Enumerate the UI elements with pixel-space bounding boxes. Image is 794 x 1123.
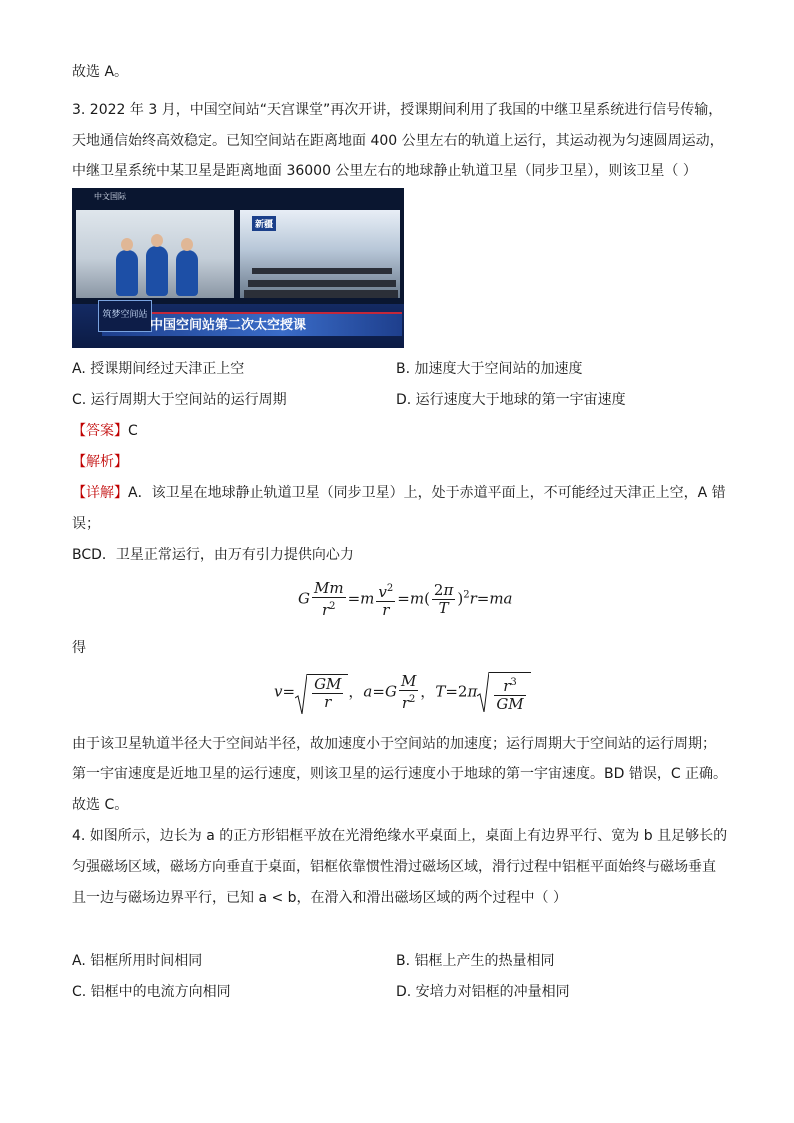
q3-option-a: A. 授课期间经过天津正上空 — [72, 361, 245, 377]
question-3-line-2: 天地通信始终高效稳定。已知空间站在距离地面 400 公里左右的轨道上运行，其运动视为匀速圆周运动， — [72, 133, 724, 149]
q3-option-d: D. 运行速度大于地球的第一宇宙速度 — [396, 392, 626, 408]
question-4-line-3: 且一边与磁场边界平行，已知 a < b，在滑入和滑出磁场区域的两个过程中（ ） — [72, 890, 567, 906]
q4-option-b: B. 铝框上产生的热量相同 — [396, 953, 555, 969]
detail-label: 【详解】 — [72, 485, 128, 501]
detail-conclusion-2: 第一宇宙速度是近地卫星的运行速度，则该卫星的运行速度小于地球的第一宇宙速度。BD 错误，C 正确。 — [72, 766, 728, 782]
astronaut-figure — [176, 250, 198, 296]
space-station-lecture-photo — [72, 188, 404, 348]
detail-line-de: 得 — [72, 640, 86, 656]
channel-mark: 中文国际 — [94, 192, 126, 201]
equation-gravity: G $\frac{Mm}{r^2}$ =m $\frac{v^2}{r}$ =m( $\frac{2\pi}{T}$ )$^2$r=ma — [298, 579, 513, 619]
program-logo: 筑梦空间站 — [98, 300, 152, 332]
desk-row — [252, 268, 392, 274]
astronaut-head — [121, 238, 133, 251]
detail-line-a-1 — [72, 483, 726, 503]
astronaut-figure — [146, 246, 168, 296]
q3-option-c: C. 运行周期大于空间站的运行周期 — [72, 392, 287, 408]
q4-option-c: C. 铝框中的电流方向相同 — [72, 984, 231, 1000]
astronaut-figure — [116, 250, 138, 296]
question-4-line-1: 4. 如图所示，边长为 a 的正方形铝框平放在光滑绝缘水平桌面上，桌面上有边界平行、宽为 b 且足够长的 — [72, 828, 728, 844]
detail-conclusion-1: 由于该卫星轨道半径大于空间站半径，故加速度小于空间站的加速度；运行周期大于空间站的运行周期； — [72, 736, 716, 752]
detail-conclusion-3: 故选 C。 — [72, 797, 129, 813]
question-3-line-3: 中继卫星系统中某卫星是距离地面 36000 公里左右的地球静止轨道卫星（同步卫星），则该卫星（ ） — [72, 163, 697, 179]
photo-caption: 中国空间站第二次太空授课 — [150, 318, 307, 333]
detail-line-a-2: 误； — [72, 516, 100, 532]
answer-label: 【答案】 — [72, 423, 128, 439]
line-conclusion-prev: 故选 A。 — [72, 64, 129, 80]
desk-row — [248, 280, 396, 287]
detail-line-bcd: BCD．卫星正常运行，由万有引力提供向心力 — [72, 547, 354, 563]
q4-option-a: A. 铝框所用时间相同 — [72, 953, 203, 969]
astronaut-head — [181, 238, 193, 251]
question-4-line-2: 匀强磁场区域，磁场方向垂直于桌面，铝框依靠惯性滑过磁场区域，滑行过程中铝框平面始终与磁场垂直 — [72, 859, 716, 875]
desk-row — [244, 290, 398, 298]
equation-results: v= $\frac{GM}{r}$ ，a=G $\frac{M}{r^2}$ ，T=2π $\frac{r^3}{GM}$ — [274, 672, 531, 713]
analysis-label: 【解析】 — [72, 454, 128, 470]
answer-line — [72, 421, 138, 441]
q4-option-d: D. 安培力对铝框的冲量相同 — [396, 984, 570, 1000]
question-3-line-1: 3. 2022 年 3 月，中国空间站“天宫课堂”再次开讲，授课期间利用了我国的中继卫星系统进行信号传输， — [72, 102, 723, 118]
location-tag: 新疆 — [252, 216, 276, 231]
astronauts-panel — [76, 210, 234, 298]
q3-option-b: B. 加速度大于空间站的加速度 — [396, 361, 583, 377]
detail-a-text: A．该卫星在地球静止轨道卫星（同步卫星）上，处于赤道平面上，不可能经过天津正上空，A 错 — [128, 485, 726, 501]
astronaut-head — [151, 234, 163, 247]
answer-value: C — [128, 423, 138, 439]
